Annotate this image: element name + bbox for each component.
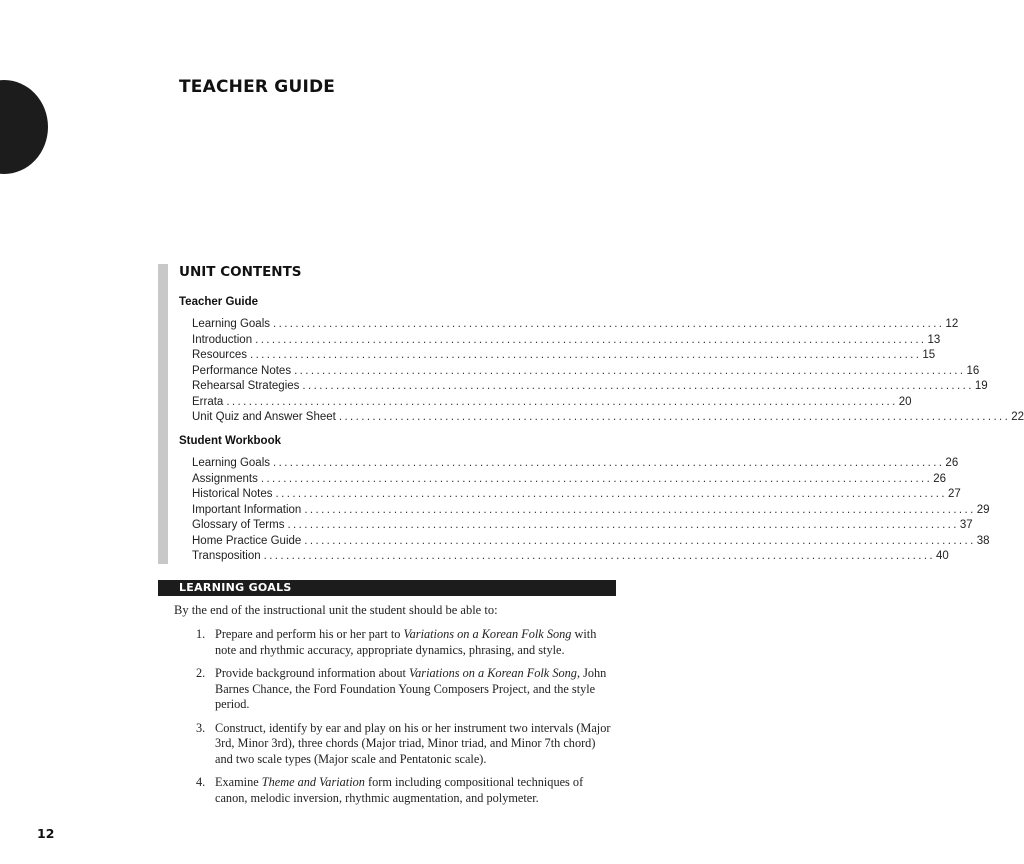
toc-entry[interactable]: [192, 488, 961, 504]
unit-contents-heading: UNIT CONTENTS: [179, 264, 302, 280]
toc-entry-page: 29: [976, 503, 990, 516]
toc-entry-page: 22: [1011, 411, 1024, 423]
toc-entry-label: Resources: [192, 349, 247, 361]
chapter-tab-marker: [0, 80, 48, 174]
toc-leader-dots: ........................................................................................................................: [263, 550, 936, 562]
toc-leader-dots: ........................................................................................................................: [275, 488, 947, 500]
toc-entry[interactable]: [192, 333, 941, 350]
learning-goal-title-text: Variations on a Korean Folk Song: [403, 627, 572, 641]
toc-leader-dots: ........................................................................................................................: [302, 380, 974, 392]
learning-goal-title-text: Variations on a Korean Folk Song: [408, 666, 577, 680]
toc-entry[interactable]: [192, 395, 912, 412]
learning-goal-text: form including compositional techniques of canon, melodic inversion, rhythmic augmentation, and polymeter.: [215, 775, 584, 805]
toc-entry[interactable]: [192, 411, 1024, 427]
toc-entry[interactable]: [192, 380, 988, 396]
toc-entry[interactable]: [192, 534, 990, 551]
page-title: TEACHER GUIDE: [179, 77, 336, 97]
toc-leader-dots: ........................................................................................................................: [249, 349, 922, 361]
toc-entry-page: 27: [947, 488, 961, 500]
learning-goal-item: [190, 775, 614, 806]
toc-entry-label: Glossary of Terms: [192, 519, 285, 531]
learning-goal-number: 1.: [196, 627, 206, 641]
toc-entry[interactable]: [192, 318, 959, 334]
toc-entry[interactable]: [192, 364, 980, 381]
toc-entry[interactable]: [192, 457, 959, 473]
toc-entry-page: 26: [945, 457, 959, 469]
toc-entry-label: Important Information: [192, 503, 302, 516]
toc-entry-label: Unit Quiz and Answer Sheet: [192, 411, 336, 423]
toc-entry-label: Performance Notes: [192, 364, 292, 377]
toc-list-teacher: [192, 318, 1024, 427]
toc-entry[interactable]: [192, 550, 949, 566]
learning-goal-text: with note and rhythmic accuracy, appropriate dynamics, phrasing, and style.: [215, 627, 597, 657]
toc-entry-page: 38: [976, 534, 990, 547]
toc-entry-page: 19: [974, 380, 988, 392]
toc-entry-page: 15: [922, 349, 936, 361]
toc-section-heading-student: Student Workbook: [179, 435, 282, 447]
toc-list-student: [192, 457, 990, 566]
toc-entry-label: Introduction: [192, 333, 253, 346]
toc-entry-label: Historical Notes: [192, 488, 273, 500]
contents-side-bar: [158, 264, 168, 564]
toc-entry-page: 26: [933, 472, 947, 485]
toc-entry[interactable]: [192, 349, 936, 365]
toc-section-heading-teacher: Teacher Guide: [179, 296, 259, 308]
toc-entry-page: 13: [927, 333, 941, 346]
toc-entry-label: Learning Goals: [192, 318, 270, 330]
learning-goal-number: 3.: [196, 720, 206, 735]
learning-goals-intro: By the end of the instructional unit the student should be able to:: [174, 603, 498, 617]
toc-leader-dots: ........................................................................................................................: [273, 457, 945, 469]
toc-leader-dots: ........................................................................................................................: [304, 534, 976, 547]
toc-leader-dots: ........................................................................................................................: [294, 364, 966, 377]
learning-goal-text: Provide background information about: [215, 666, 409, 680]
toc-entry-page: 40: [936, 550, 949, 562]
toc-entry[interactable]: [192, 503, 990, 520]
toc-entry-label: Rehearsal Strategies: [192, 380, 300, 392]
toc-leader-dots: ........................................................................................................................: [287, 519, 959, 531]
toc-entry-label: Home Practice Guide: [192, 534, 302, 547]
toc-leader-dots: ........................................................................................................................: [226, 395, 898, 408]
learning-goal-text: , John Barnes Chance, the Ford Foundation Young Composers Project, and the style period.: [215, 666, 607, 711]
learning-goals-list: [190, 627, 614, 814]
toc-entry[interactable]: [192, 472, 947, 489]
learning-goal-number: 2.: [196, 666, 206, 680]
toc-leader-dots: ........................................................................................................................: [260, 472, 933, 485]
toc-entry-page: 20: [898, 395, 912, 408]
learning-goal-item: [190, 627, 614, 658]
toc-entry-label: Assignments: [192, 472, 258, 485]
page-number: 12: [37, 826, 55, 841]
learning-goal-text: Examine: [215, 775, 262, 789]
toc-leader-dots: ........................................................................................................................: [304, 503, 976, 516]
learning-goal-title-text: Theme and Variation: [261, 775, 365, 789]
toc-entry[interactable]: [192, 519, 973, 535]
toc-leader-dots: ........................................................................................................................: [255, 333, 927, 346]
unit-contents-box: [158, 264, 1024, 564]
toc-entry-label: Transposition: [192, 550, 261, 562]
learning-goal-text: Prepare and perform his or her part to: [215, 627, 404, 641]
toc-entry-page: 16: [966, 364, 980, 377]
toc-leader-dots: ........................................................................................................................: [338, 411, 1011, 423]
toc-entry-label: Learning Goals: [192, 457, 270, 469]
toc-entry-page: 37: [959, 519, 973, 531]
learning-goal-text: Construct, identify by ear and play on his or her instrument two intervals (Major 3rd, Minor 3rd), three chords (Major triad, Minor triad, and Minor 7th chord) and two scale types (Major scale and Pentatonic scale).: [215, 720, 611, 766]
learning-goal-item: [190, 721, 614, 768]
learning-goals-heading: LEARNING GOALS: [158, 580, 616, 596]
toc-entry-label: Errata: [192, 395, 224, 408]
toc-leader-dots: ........................................................................................................................: [273, 318, 945, 330]
toc-entry-page: 12: [945, 318, 959, 330]
learning-goal-number: 4.: [196, 775, 206, 789]
learning-goal-item: [190, 666, 614, 713]
